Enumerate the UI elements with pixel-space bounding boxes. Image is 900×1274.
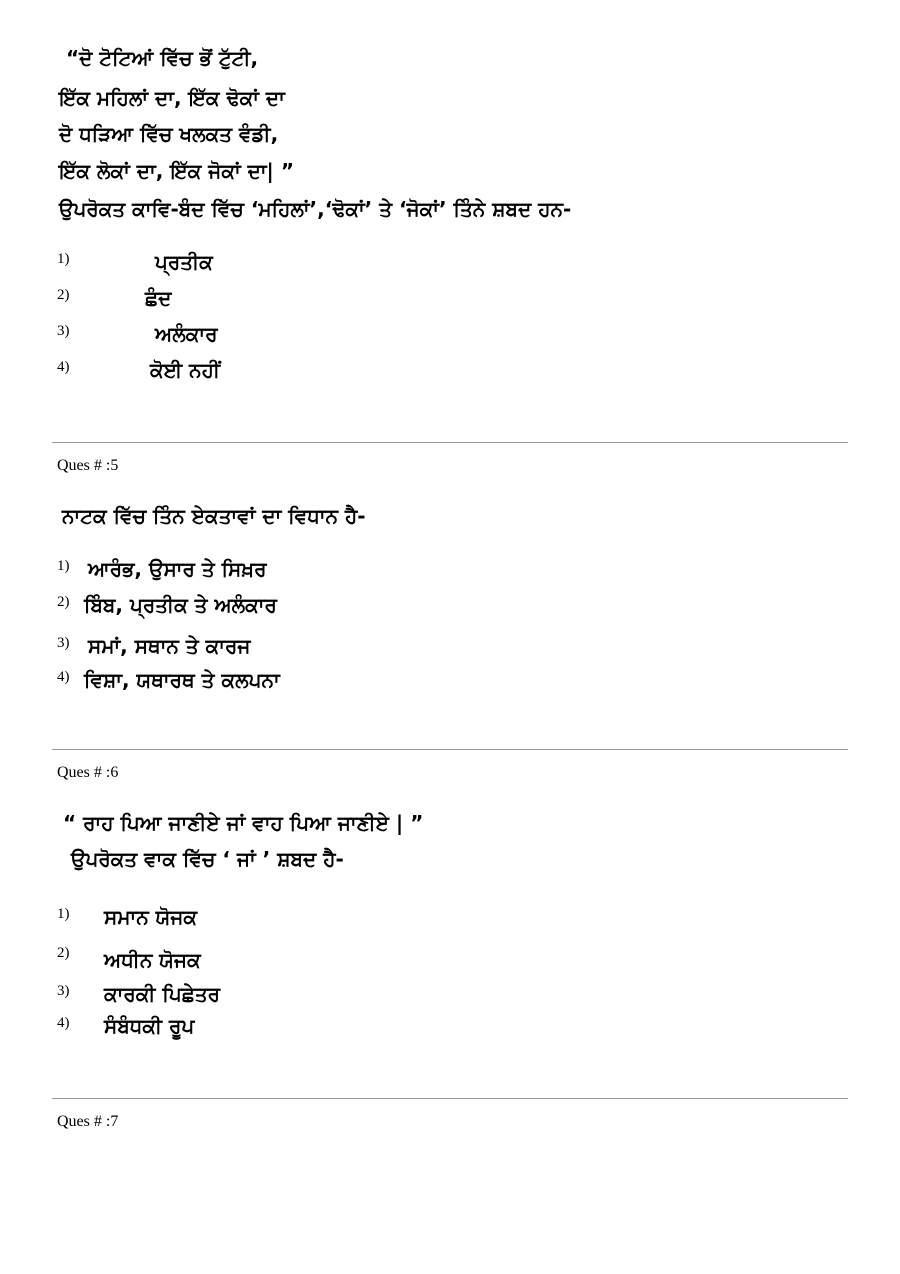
option-number: 4) [57,359,70,375]
question-4-line-2: ਇੱਕ ਮਹਿਲਾਂ ਦਾ, ਇੱਕ ਢੋਕਾਂ ਦਾ [59,86,285,110]
option-text: ਬਿੰਬ, ਪ੍ਰਤੀਕ ਤੇ ਅਲੰਕਾਰ [84,593,277,617]
question-6-quote: “ ਰਾਹ ਪਿਆ ਜਾਣੀਏ ਜਾਂ ਵਾਹ ਪਿਆ ਜਾਣੀਏ | ” [63,811,424,835]
option-text: ਸਮਾਂ, ਸਥਾਨ ਤੇ ਕਾਰਜ [88,634,251,658]
option-text: ਅਲੰਕਾਰ [155,322,218,346]
question-divider [52,442,848,443]
question-5-prompt: ਨਾਟਕ ਵਿੱਚ ਤਿੰਨ ਏਕਤਾਵਾਂ ਦਾ ਵਿਧਾਨ ਹੈ- [62,504,366,528]
option-number: 4) [57,1015,70,1031]
option-text: ਅਧੀਨ ਯੋਜਕ [104,948,201,972]
question-6-prompt: ਉਪਰੋਕਤ ਵਾਕ ਵਿੱਚ ‘ ਜਾਂ ’ ਸ਼ਬਦ ਹੈ- [71,847,344,871]
option-text: ਆਰੰਭ, ਉਸਾਰ ਤੇ ਸਿਖ਼ਰ [88,557,267,581]
question-4-line-4: ਇੱਕ ਲੋਕਾਂ ਦਾ, ਇੱਕ ਜੋਕਾਂ ਦਾ| ” [59,159,294,183]
option-number: 3) [57,323,70,339]
option-text: ਸਮਾਨ ਯੋਜਕ [104,905,198,929]
option-text: ਛੰਦ [145,286,172,310]
option-number: 1) [57,906,70,922]
option-text: ਸੰਬੰਧਕੀ ਰੂਪ [104,1014,195,1038]
option-text: ਪ੍ਰਤੀਕ [155,250,213,274]
option-text: ਕਾਰਕੀ ਪਿਛੇਤਰ [104,982,221,1006]
option-number: 2) [57,594,70,610]
question-4-prompt: ਉਪਰੋਕਤ ਕਾਵਿ-ਬੰਦ ਵਿੱਚ ‘ਮਹਿਲਾਂ’,‘ਢੋਕਾਂ’ ਤੇ ‘ਜੋਕਾਂ’ ਤਿੰਨੇ ਸ਼ਬਦ ਹਨ- [59,197,572,221]
question-5-label: Ques # :5 [57,457,119,474]
question-divider [52,749,848,750]
option-number: 3) [57,983,70,999]
question-6-label: Ques # :6 [57,764,119,781]
option-text: ਕੋਈ ਨਹੀਂ [150,358,220,382]
question-4-line-3: ਦੋ ਧੜਿਆ ਵਿੱਚ ਖਲਕਤ ਵੰਡੀ, [59,122,279,146]
option-number: 4) [57,669,70,685]
option-text: ਵਿਸ਼ਾ, ਯਥਾਰਥ ਤੇ ਕਲਪਨਾ [84,668,280,692]
option-number: 1) [57,558,70,574]
option-number: 3) [57,635,70,651]
question-7-label: Ques # :7 [57,1113,119,1130]
question-divider [52,1098,848,1099]
option-number: 2) [57,945,70,961]
question-4-line-1: “ਦੋ ਟੋਟਿਆਂ ਵਿੱਚ ਭੋਂ ਟੁੱਟੀ, [66,46,259,70]
option-number: 1) [57,251,70,267]
option-number: 2) [57,287,70,303]
